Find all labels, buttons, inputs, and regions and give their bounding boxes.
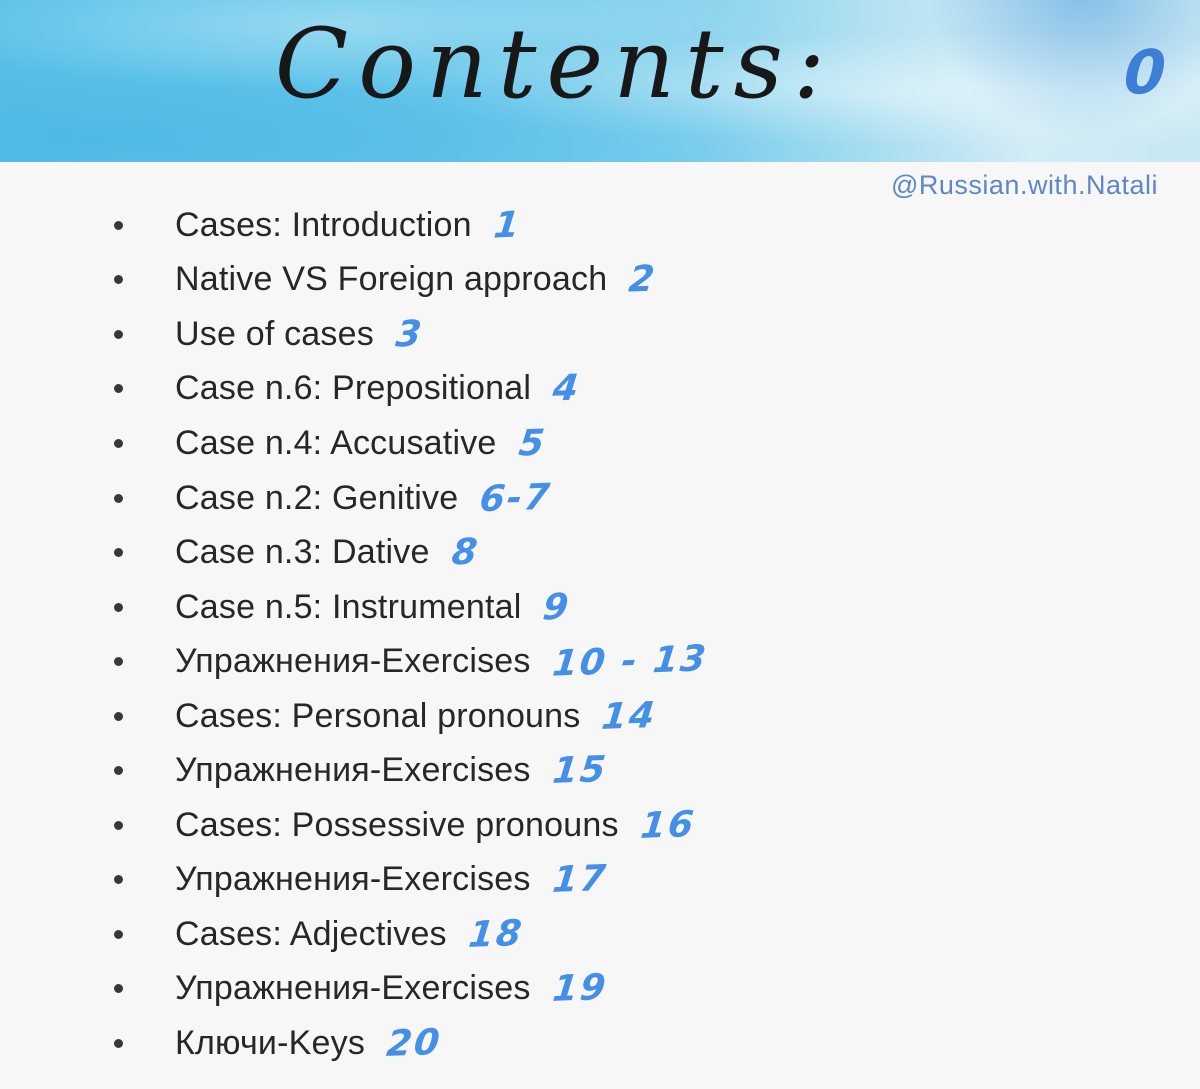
toc-item [0,471,1200,526]
toc-item [0,416,1200,471]
toc-item [0,853,1200,908]
toc-item [0,962,1200,1017]
toc-item-label: Case n.3: Dative [175,533,430,572]
toc-list [0,198,1200,1071]
toc-item-label: Case n.4: Accusative [175,423,497,462]
toc-item-label: Cases: Possessive pronouns [175,805,619,844]
toc-item-label: Use of cases [175,314,374,353]
toc-item-label: Упражнения-Exercises [175,751,531,790]
toc-item-page-number: 5 [516,422,548,465]
toc-item-label: Case n.5: Instrumental [175,587,522,626]
toc-item-page-number: 8 [449,531,481,574]
toc-item [0,743,1200,798]
toc-item-label: Упражнения-Exercises [175,642,531,681]
toc-item-page-number: 2 [627,258,659,301]
bullet-icon [114,221,123,230]
toc-item [0,689,1200,744]
toc-item [0,907,1200,962]
toc-item-page-number: 10 - 13 [550,638,710,685]
page-title: Contents: [274,8,836,120]
toc-item-label: Упражнения-Exercises [175,860,531,899]
bullet-icon [114,439,123,448]
bullet-icon [114,330,123,339]
toc-item [0,1016,1200,1071]
toc-item-label: Cases: Adjectives [175,914,447,953]
toc-item-label: Cases: Introduction [175,205,472,244]
bullet-icon [114,712,123,721]
bullet-icon [114,1039,123,1048]
toc-item-page-number: 20 [384,1022,444,1065]
toc-item-label: Case n.6: Prepositional [175,369,532,408]
toc-item-page-number: 9 [541,586,573,629]
bullet-icon [114,875,123,884]
toc-item-page-number: 4 [550,367,583,410]
toc-item-page-number: 6-7 [477,476,554,520]
toc-item-page-number: 14 [600,694,659,738]
toc-item-page-number: 18 [466,912,526,956]
bullet-icon [114,384,123,393]
toc-item [0,253,1200,308]
toc-item-label: Native VS Foreign approach [175,260,608,299]
toc-item [0,580,1200,635]
bullet-icon [114,603,123,612]
bullet-icon [114,821,123,830]
bullet-icon [114,984,123,993]
bullet-icon [114,275,123,284]
toc-item-page-number: 19 [550,967,609,1011]
bullet-icon [114,548,123,557]
bullet-icon [114,494,123,503]
toc-item-page-number: 16 [638,803,698,847]
toc-item [0,634,1200,689]
toc-item-page-number: 1 [491,204,524,247]
watermark: @Russian.with.Natali [890,170,1158,200]
toc-item [0,362,1200,417]
toc-item-label: Cases: Personal pronouns [175,696,581,735]
bullet-icon [114,766,123,775]
toc-item-label: Case n.2: Genitive [175,478,459,517]
toc-item [0,798,1200,853]
toc-item [0,525,1200,580]
toc-item-page-number: 3 [393,313,426,356]
toc-item-label: Упражнения-Exercises [175,969,531,1008]
toc-item [0,307,1200,362]
bullet-icon [114,657,123,666]
toc-item-page-number: 17 [550,858,609,902]
bullet-icon [114,930,123,939]
toc-item-label: Ключи-Keys [175,1023,366,1062]
header-banner [0,0,1200,162]
corner-page-number: 0 [1122,36,1168,110]
toc-item-page-number: 15 [550,749,609,793]
toc-item [0,198,1200,253]
